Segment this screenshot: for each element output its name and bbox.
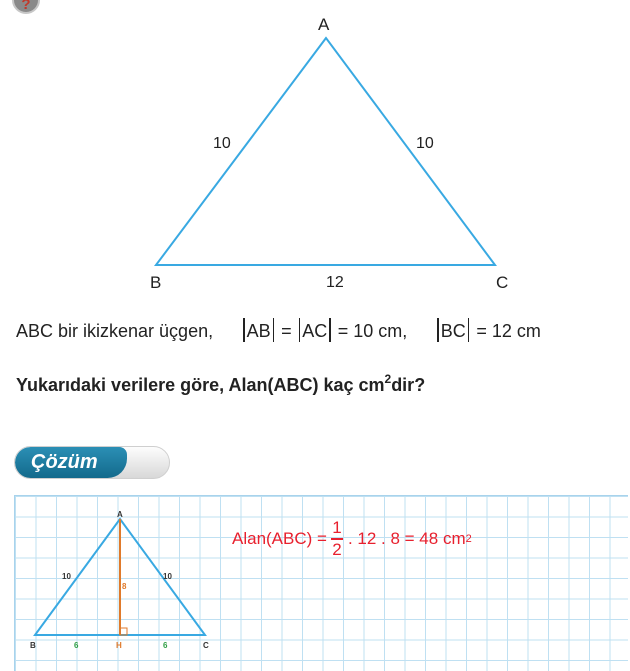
right-angle-mark — [120, 628, 127, 635]
solution-label: Çözüm — [15, 447, 127, 478]
formula-rhs: . 12 . 8 = 48 cm — [347, 529, 466, 548]
mini-side-ac: 10 — [163, 572, 172, 581]
mini-vertex-b: B — [30, 641, 36, 650]
question-suffix: dir? — [391, 375, 426, 395]
question-exponent: 2 — [384, 372, 392, 386]
question-main: Yukarıdaki verilere göre, Alan(ABC) kaç cm — [16, 375, 385, 395]
given-bc: BC — [440, 321, 466, 341]
fraction-numerator: 1 — [332, 518, 342, 538]
triangle-abc — [156, 38, 495, 265]
mini-foot-h: H — [116, 641, 122, 650]
mini-vertex-a: A — [117, 510, 123, 519]
triangle-figure — [0, 0, 630, 300]
vertex-c-label: C — [496, 273, 509, 292]
mini-bh-value: 6 — [74, 641, 79, 650]
side-bc-label: 12 — [326, 274, 344, 291]
given-eq1: = — [281, 321, 292, 341]
formula-fraction — [331, 519, 343, 559]
solution-header[interactable] — [14, 446, 170, 479]
mini-height-value: 8 — [122, 582, 127, 591]
mini-hc-value: 6 — [163, 641, 168, 650]
given-ab: AB — [246, 321, 271, 341]
mini-side-ab: 10 — [62, 572, 71, 581]
vertex-a-label: A — [318, 15, 330, 34]
given-statement — [16, 318, 541, 342]
formula-lhs: Alan(ABC) = — [232, 529, 327, 548]
given-ac: AC — [302, 321, 328, 341]
fraction-denominator: 2 — [332, 539, 342, 559]
question-text — [16, 372, 425, 396]
help-question-icon[interactable]: ? — [12, 0, 40, 14]
given-bc-value: = 12 cm — [476, 321, 541, 341]
side-ac-label: 10 — [416, 135, 434, 152]
vertex-b-label: B — [150, 273, 162, 292]
given-ac-value: = 10 cm, — [337, 321, 408, 341]
area-formula — [232, 516, 472, 562]
formula-exponent: 2 — [465, 533, 472, 545]
given-sentence: ABC bir ikizkenar üçgen, — [16, 321, 214, 341]
side-ab-label: 10 — [213, 135, 231, 152]
mini-vertex-c: C — [203, 641, 209, 650]
